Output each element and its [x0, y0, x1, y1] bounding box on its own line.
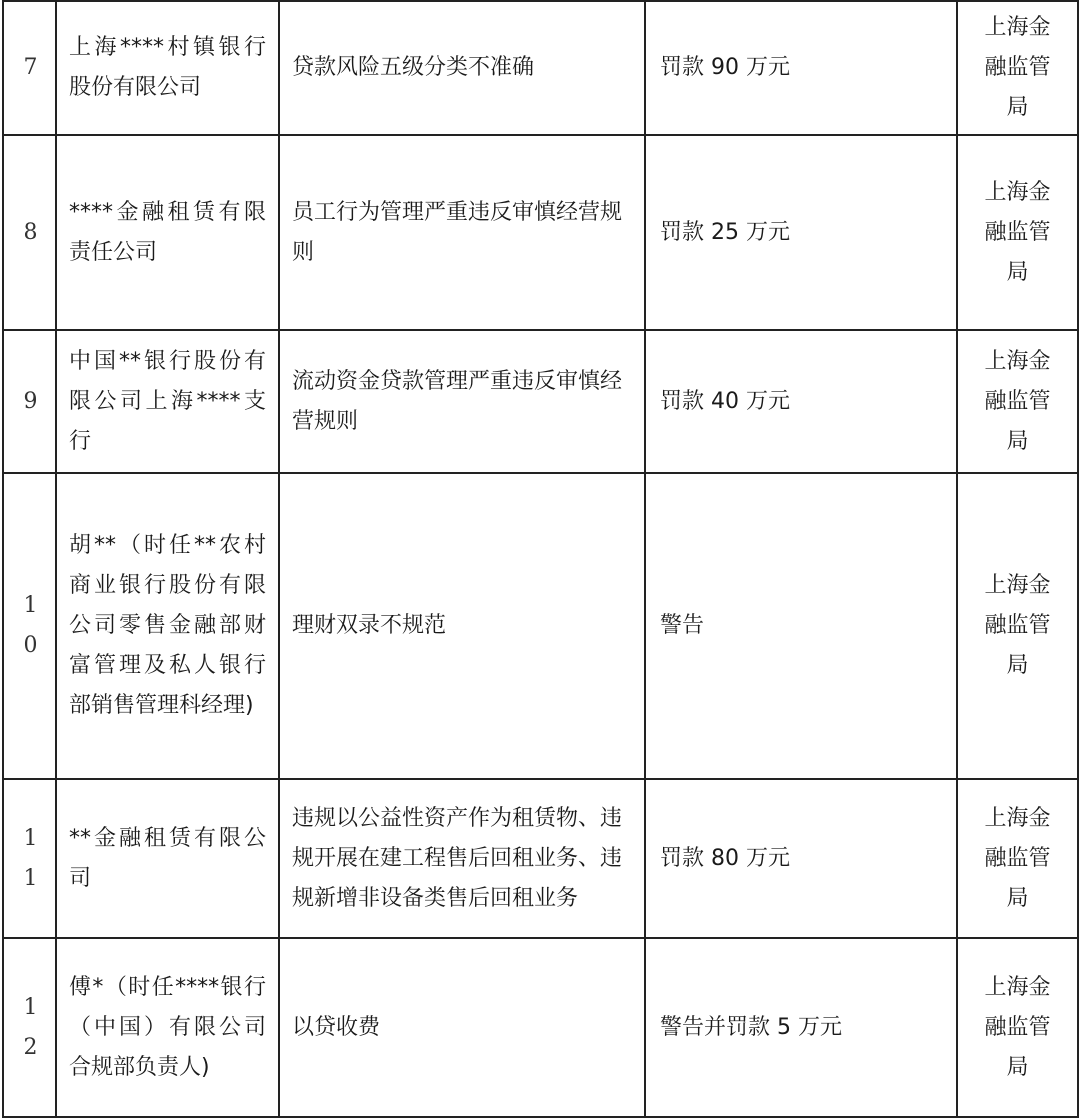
violation-text: 理财双录不规范: [292, 613, 447, 638]
authority-cell: [957, 473, 1078, 779]
row-number: 8: [23, 219, 38, 245]
penalty-cell: [645, 938, 957, 1117]
violation-text: 流动资金贷款管理严重违反审慎经营规则: [292, 368, 623, 434]
row-number-cell: [3, 779, 56, 938]
penalty-text: 警告并罚款 5 万元: [660, 1014, 842, 1040]
institution-name: 傅*（时任****银行（中国）有限公司合规部负责人): [69, 974, 266, 1080]
violation-cell: [279, 1, 645, 135]
authority-text: 上海金融监管局: [984, 573, 1051, 678]
table-row: [3, 473, 1078, 779]
institution-name: **金融租赁有限公司: [69, 825, 266, 891]
authority-text: 上海金融监管局: [984, 179, 1051, 285]
row-number-cell: [3, 473, 56, 779]
authority-cell: [957, 330, 1078, 473]
row-number-cell: [3, 135, 56, 330]
penalty-text: 罚款 40 万元: [660, 388, 790, 414]
penalty-table: [2, 0, 1079, 1118]
table-row: [3, 938, 1078, 1117]
penalty-cell: [645, 1, 957, 135]
authority-text: 上海金融监管局: [984, 348, 1051, 454]
row-number: 7: [23, 55, 38, 80]
penalty-text: 罚款 25 万元: [660, 219, 790, 245]
row-number-cell: [3, 1, 56, 135]
table-row: [3, 1, 1078, 135]
row-number: 12: [23, 994, 38, 1060]
row-number: 10: [23, 593, 38, 658]
authority-cell: [957, 1, 1078, 135]
authority-text: 上海金融监管局: [984, 805, 1051, 911]
institution-cell: [56, 938, 279, 1117]
authority-text: 上海金融监管局: [984, 15, 1051, 120]
institution-name: 中国**银行股份有限公司上海****支行: [69, 348, 266, 454]
authority-text: 上海金融监管局: [984, 974, 1051, 1080]
institution-name: 上海****村镇银行股份有限公司: [69, 35, 266, 100]
penalty-cell: [645, 330, 957, 473]
institution-cell: [56, 330, 279, 473]
table-row: [3, 135, 1078, 330]
institution-cell: [56, 135, 279, 330]
violation-text: 贷款风险五级分类不准确: [292, 55, 535, 80]
row-number-cell: [3, 938, 56, 1117]
penalty-cell: [645, 473, 957, 779]
penalty-text: 警告: [660, 613, 705, 638]
violation-text: 员工行为管理严重违反审慎经营规则: [292, 199, 623, 265]
violation-text: 违规以公益性资产作为租赁物、违规开展在建工程售后回租业务、违规新增非设备类售后回租业务: [292, 805, 623, 911]
institution-name: 胡**（时任**农村商业银行股份有限公司零售金融部财富管理及私人银行部销售管理科经理): [69, 533, 266, 718]
institution-cell: [56, 779, 279, 938]
violation-cell: [279, 473, 645, 779]
violation-cell: [279, 135, 645, 330]
row-number: 9: [23, 388, 38, 414]
institution-name: ****金融租赁有限责任公司: [69, 199, 266, 265]
penalty-cell: [645, 779, 957, 938]
authority-cell: [957, 779, 1078, 938]
institution-cell: [56, 473, 279, 779]
authority-cell: [957, 938, 1078, 1117]
row-number: 11: [23, 825, 38, 891]
penalty-text: 罚款 90 万元: [660, 55, 790, 80]
penalty-cell: [645, 135, 957, 330]
penalty-text: 罚款 80 万元: [660, 845, 790, 871]
violation-text: 以贷收费: [292, 1014, 381, 1040]
row-number-cell: [3, 330, 56, 473]
authority-cell: [957, 135, 1078, 330]
violation-cell: [279, 779, 645, 938]
table-row: [3, 779, 1078, 938]
violation-cell: [279, 938, 645, 1117]
violation-cell: [279, 330, 645, 473]
institution-cell: [56, 1, 279, 135]
table-row: [3, 330, 1078, 473]
